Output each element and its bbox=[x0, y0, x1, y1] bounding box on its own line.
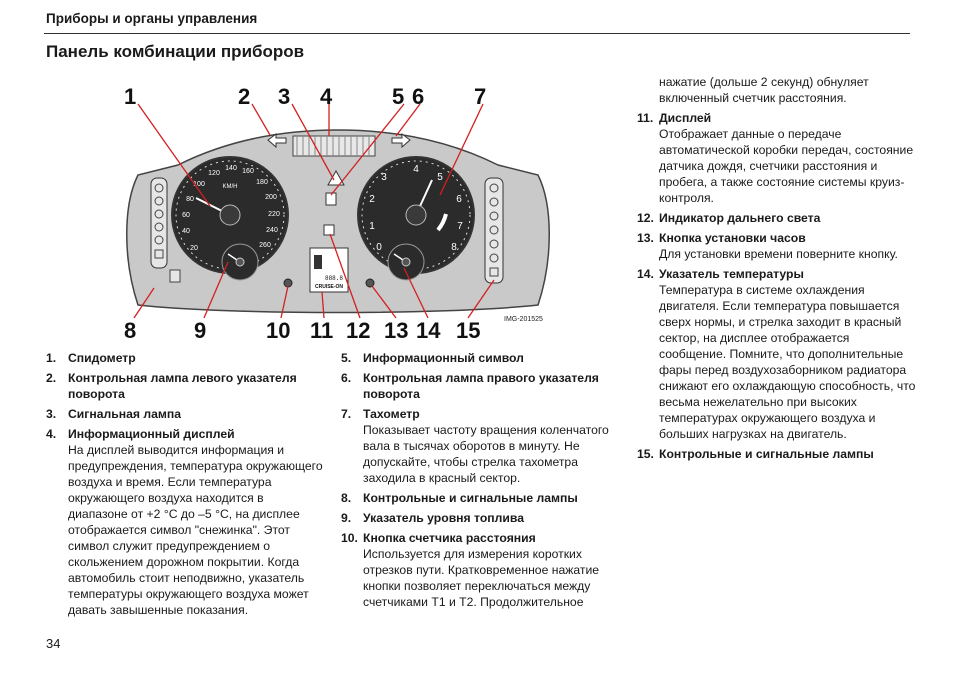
speed-tick: 100 bbox=[193, 181, 205, 188]
speed-tick: 220 bbox=[268, 211, 280, 218]
speed-tick: 180 bbox=[256, 179, 268, 186]
legend-item: 12. Индикатор дальнего света bbox=[637, 211, 821, 225]
speed-tick: 20 bbox=[190, 245, 198, 252]
legend-item: 15. Контрольные и сигнальные лампы bbox=[637, 447, 874, 461]
callout-10: 10 bbox=[266, 318, 291, 343]
instrument-cluster-figure bbox=[118, 80, 558, 342]
speed-unit: KM/H bbox=[222, 184, 238, 190]
legend-column-2 bbox=[341, 350, 616, 614]
speed-tick: 120 bbox=[208, 170, 220, 177]
legend-item: 14. Указатель температуры Температура в системе охлаждения двигателя. Если температура повышается сверх нормы, и стрелка заходит в красный сектор, на дисплее отображается сообщение. Помните, что дополнительные фары перед воздухозаборником радиатора снижают его охлаждающую способность, что весьма нежелательно при высоких температурах окружающего воздуха и больших нагрузках на двигатель. bbox=[637, 267, 916, 441]
callout-14: 14 bbox=[416, 318, 441, 343]
continuation-text: нажатие (дольше 2 секунд) обнуляет включенный счетчик расстояния. bbox=[659, 75, 869, 105]
legend-item: 8. Контрольные и сигнальные лампы bbox=[341, 491, 578, 505]
display-readout: 888.8 bbox=[324, 275, 344, 282]
callout-9: 9 bbox=[194, 318, 207, 343]
header-divider bbox=[44, 33, 910, 34]
display-cruise: CRUISE-ON bbox=[314, 284, 344, 290]
page-number: 34 bbox=[46, 636, 61, 651]
legend-item: 5. Информационный символ bbox=[341, 351, 524, 365]
callout-12: 12 bbox=[346, 318, 371, 343]
legend-item: 7. Тахометр Показывает частоту вращения коленчатого вала в тысячах оборотов в минуту. Не допускайте, чтобы стрелка тахометра заходила в красный сектор. bbox=[341, 407, 609, 485]
speed-tick: 40 bbox=[182, 228, 190, 235]
legend-item: 9. Указатель уровня топлива bbox=[341, 511, 525, 525]
tacho-tick: 4 bbox=[413, 164, 419, 175]
callout-7: 7 bbox=[474, 84, 487, 109]
page-title: Панель комбинации приборов bbox=[46, 42, 305, 61]
speed-tick: 160 bbox=[242, 168, 254, 175]
callout-13: 13 bbox=[384, 318, 409, 343]
callout-2: 2 bbox=[238, 84, 251, 109]
tacho-tick: 0 bbox=[376, 242, 382, 253]
tacho-tick: 3 bbox=[381, 172, 387, 183]
callout-3: 3 bbox=[278, 84, 291, 109]
callout-15: 15 bbox=[456, 318, 481, 343]
legend-item: 4. Информационный дисплей На дисплей выводится информация и предупреждения, температура окружающего воздуха и время. Если температура окружающего воздуха находится в диапазоне от +2 °C до –5 °C, на дисплее отображается символ "снежинка". Этот символ служит предупреждением о скольжением дорожном покрытии. Когда автомобиль стоит неподвижно, указатель температуры окружающего воздуха может давать завышенные показания. bbox=[46, 427, 323, 617]
speed-tick: 140 bbox=[225, 165, 237, 172]
speed-tick: 60 bbox=[182, 212, 190, 219]
section-header: Приборы и органы управления bbox=[46, 11, 258, 26]
tacho-tick: 6 bbox=[456, 194, 462, 205]
tacho-tick: 5 bbox=[437, 172, 443, 183]
callout-11: 11 bbox=[310, 318, 334, 343]
image-code: IMG-201525 bbox=[504, 316, 543, 323]
tacho-tick: 7 bbox=[457, 221, 463, 232]
legend-item: 2. Контрольная лампа левого указателя поворота bbox=[46, 371, 297, 401]
legend-item: 6. Контрольная лампа правого указателя поворота bbox=[341, 371, 599, 401]
speed-tick: 260 bbox=[259, 242, 271, 249]
legend-item: 10. Кнопка счетчика расстояния Используется для измерения коротких отрезков пути. Кратковременное нажатие кнопки позволяет переключаться между счетчиками T1 и T2. Продолжительное bbox=[341, 531, 600, 609]
callout-6: 6 bbox=[412, 84, 425, 109]
speed-tick: 200 bbox=[265, 194, 277, 201]
speed-tick: 240 bbox=[266, 227, 278, 234]
callout-4: 4 bbox=[320, 84, 333, 109]
legend-item: 13. Кнопка установки часов Для установки времени поверните кнопку. bbox=[637, 231, 898, 261]
legend-item: 11. Дисплей Отображает данные о передаче автоматической коробки передач, состояние датчика дождя, счетчики расстояния и пробега, а также состояние системы круиз-контроля. bbox=[637, 111, 914, 205]
callout-1: 1 bbox=[124, 84, 137, 109]
instrument-cluster-drawing bbox=[118, 80, 558, 342]
legend-item: 3. Сигнальная лампа bbox=[46, 407, 182, 421]
tacho-tick: 8 bbox=[451, 242, 457, 253]
legend-item: 1. Спидометр bbox=[46, 351, 136, 365]
tacho-tick: 2 bbox=[369, 194, 375, 205]
callout-5: 5 bbox=[392, 84, 405, 109]
legend-column-3 bbox=[637, 74, 917, 466]
speed-tick: 80 bbox=[186, 196, 194, 203]
legend-column-1 bbox=[46, 350, 326, 622]
tacho-tick: 1 bbox=[369, 221, 375, 232]
callout-8: 8 bbox=[124, 318, 137, 343]
